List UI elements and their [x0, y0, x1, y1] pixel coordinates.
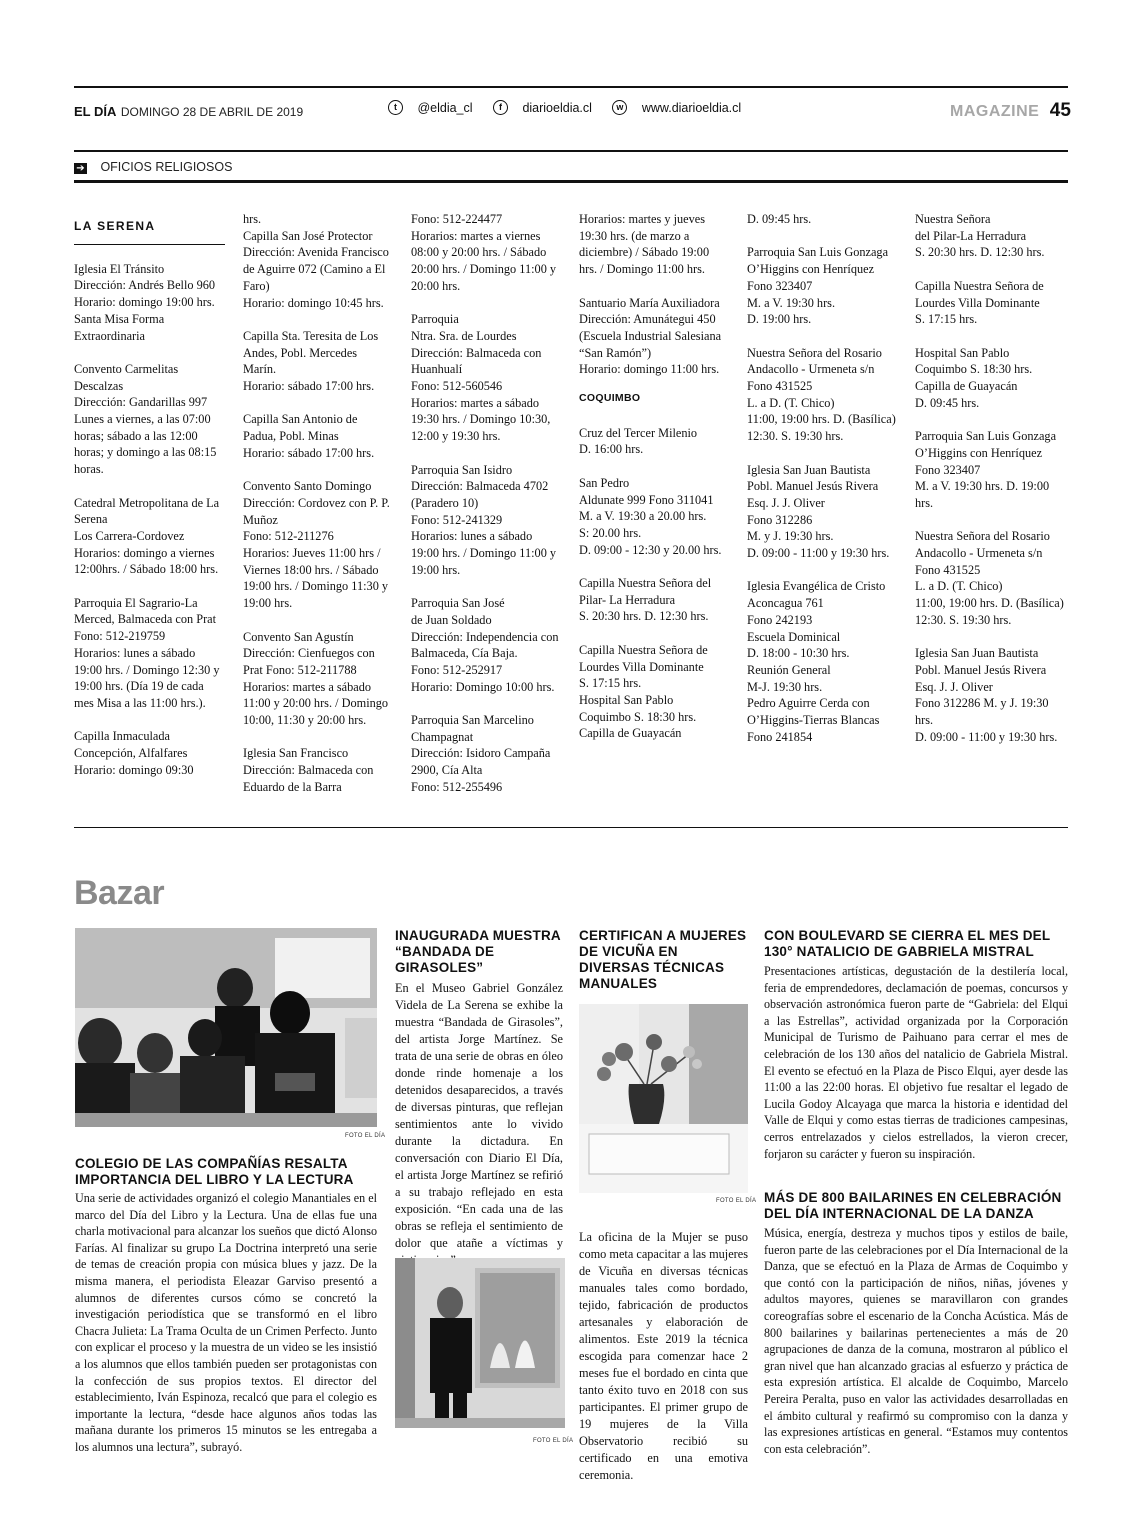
- schedule-entry: Iglesia San Juan Bautista Pobl. Manuel Jesús Rivera Esq. J. J. Oliver Fono 312286 M. y J. 19:30 hrs. D. 09:00 - 11:00 y 19:30 hrs.: [915, 646, 1058, 744]
- masthead: [74, 103, 303, 121]
- schedule-column-1: [74, 218, 225, 778]
- social-bar: [388, 99, 741, 117]
- photo-credit: FOTO EL DÍA: [716, 1198, 757, 1204]
- section-bar: [74, 158, 232, 176]
- section-bottom-rule: [74, 180, 1068, 183]
- schedule-entry: Parroquia Ntra. Sra. de Lourdes Dirección: Balmaceda con Huanhualí Fono: 512-560546 Horarios: martes a sábado 19:30 hrs. / Domingo 10:30, 12:00 y 19:30 hrs.: [411, 312, 551, 444]
- entry-list: [74, 261, 225, 779]
- schedule-entry: Nuestra Señora del Pilar-La Herradura S. 20:30 hrs. D. 12:30 hrs.: [915, 212, 1045, 260]
- article-3-body: La oficina de la Mujer se puso como meta capacitar a las mujeres de Vicuña en diversas técnicas manuales tales como bordado, tejido, fabricación de productos artesanales y elaboración de alimentos. Este 2019 la técnica escogida para comenzar hace 2 meses fue el bordado en cinta que tanto éxito tuvo en 2018 con sus participantes. El primer grupo de 19 mujeres de la Villa Observatorio recibió su certificado en una emotiva ceremonia.: [579, 1230, 748, 1482]
- schedule-entry: Convento San Agustín Dirección: Cienfuegos con Prat Fono: 512-211788 Horarios: martes a sábado 11:00 y 20:00 hrs. / Domingo 10:00, 11:30 y 20:00 hrs.: [243, 629, 389, 728]
- schedule-entry: Capilla Inmaculada Concepción, Alfalfares Horario: domingo 09:30: [74, 729, 194, 777]
- web-icon: w: [612, 100, 627, 115]
- twitter-icon: t: [388, 100, 403, 115]
- schedule-entry: Convento Santo Domingo Dirección: Cordovez con P. P. Muñoz Fono: 512-211276 Horarios: Jueves 11:00 hrs / Viernes 18:00 hrs. / Sábado 19:00 hrs. / Domingo 11:30 y 19:00 hrs.: [243, 479, 390, 611]
- flowers-photo: [579, 1004, 748, 1193]
- schedule-entry: Parroquia El Sagrario-La Merced, Balmaceda con Prat Fono: 512-219759 Horarios: lunes a sábado 19:00 hrs. / Domingo 12:30 y 19:00 hrs. (Día 19 de cada mes Misa a las 11:00 hrs.).: [74, 595, 220, 710]
- article-1-headline: COLEGIO DE LAS COMPAÑÍAS RESALTA IMPORTANCIA DEL LIBRO Y LA LECTURA: [75, 1156, 354, 1187]
- schedule-entry: Capilla Nuestra Señora de Lourdes Villa Dominante S. 17:15 hrs.: [915, 278, 1044, 327]
- schedule-column-4: [579, 211, 730, 742]
- facebook-icon: f: [493, 100, 508, 115]
- schedule-entry: Catedral Metropolitana de La Serena Los Carrera-Cordovez Horarios: domingo a viernes 12:00hrs. / Sábado 18:00 hrs.: [74, 495, 220, 577]
- city-heading: LA SERENA: [74, 218, 225, 245]
- facebook-handle[interactable]: diarioeldia.cl: [522, 101, 592, 115]
- schedule-bottom-rule: [74, 827, 1068, 828]
- schedule-column-5: [747, 211, 899, 745]
- article-2-body: En el Museo Gabriel González Videla de La Serena se exhibe la muestra “Bandada de Girasoles”, del artista Jorge Martínez. Se trata de una serie de obras en óleo donde rinde homenaje a los detenidos desaparecidos, a través de diversas pinturas, que reflejan sentimientos ante lo vivido durante la dictadura. En conversación con Diario El Día, el artista Jorge Martínez se refirió a su trabajo reflejado en esta exposición. “En cada una de las obras se refleja el sentimiento de dolor que atañe a víctimas y: [395, 981, 563, 1250]
- article-5-body: Música, energía, destreza y muchos tipos y estilos de baile, fueron parte de las celebraciones por el Día Internacional de la Danza, que se efectuó en la Plaza de Armas de Coquimbo y que contó con la participación de niños, niñas, jóvenes y adultos mayores, quienes se maravillaron con grandes coreografías sobre el escenario de la Concha Acústica. Más de 800 bailarines y bailarinas pertenecientes a más de 20 agrupaciones de danza de la comuna, mostraron al público el gran nivel que han alcanzado gracias al esfuerzo y práctica de esta expresión artística. El alcalde de Coquimbo, Marcelo Pereira Peralta, puso en valor las actividades desarrolladas en el ámbito cultural y reafirmó su compromiso con la danza y las expresiones artísticas en general. “Estamos muy contentos con esta celebración”.: [764, 1226, 1068, 1456]
- schedule-entry: San Pedro Aldunate 999 Fono 311041 M. a V. 19:30 a 20.00 hrs. S: 20.00 hrs. D. 09:00 - 12:30 y 20.00 hrs.: [579, 475, 722, 557]
- article-2-headline: INAUGURADA MUESTRA “BANDADA DE GIRASOLES”: [395, 928, 561, 975]
- section-top-rule: [74, 150, 1068, 152]
- entry-list: [411, 211, 563, 796]
- schedule-column-2: [243, 211, 393, 796]
- article-5-headline: MÁS DE 800 BAILARINES EN CELEBRACIÓN DEL DÍA INTERNACIONAL DE LA DANZA: [764, 1190, 1062, 1221]
- artist-photo: [395, 1258, 565, 1428]
- schedule-entry: Capilla San Antonio de Padua, Pobl. Minas Horario: sábado 17:00 hrs.: [243, 412, 375, 460]
- article-4-headline: CON BOULEVARD SE CIERRA EL MES DEL 130° NATALICIO DE GABRIELA MISTRAL: [764, 928, 1051, 959]
- schedule-entry: Capilla Nuestra Señora de Lourdes Villa Dominante S. 17:15 hrs. Hospital San Pablo Coquimbo S. 18:30 hrs. Capilla de Guayacán: [579, 642, 708, 741]
- schedule-entry: hrs. Capilla San José Protector Dirección: Avenida Francisco de Aguirre 072 (Camino a El Faro) Horario: domingo 10:45 hrs.: [243, 212, 389, 310]
- entry-list: [243, 211, 393, 796]
- classroom-photo: [75, 928, 377, 1127]
- city-heading: COQUIMBO: [579, 392, 641, 405]
- schedule-entry: Convento Carmelitas Descalzas Dirección: Gandarillas 997 Lunes a viernes, a las 07:00 horas; sábado a las 12:00 horas; y domingo a las 08:15 horas.: [74, 361, 217, 477]
- entry-list: [579, 425, 730, 742]
- section-name: MAGAZINE: [950, 103, 1040, 120]
- photo-credit: FOTO EL DÍA: [345, 1133, 386, 1139]
- schedule-entry: Cruz del Tercer Milenio D. 16:00 hrs.: [579, 425, 698, 457]
- schedule-entry: Nuestra Señora del Rosario Andacollo - Urmeneta s/n Fono 431525 L. a D. (T. Chico) 11:00, 19:00 hrs. D. (Basílica) 12:30. S. 19:30 hrs.: [915, 529, 1064, 627]
- article-4-body: Presentaciones artísticas, degustación de la destilería local, feria de emprendedores, declamación de poemas, concursos y observación astronómica fueron parte de “Gabriela: del Elqui a las Estrellas”, actividad organizada por la Corporación Municipal de Turismo de Paihuano para cerrar el mes de celebración de los 130 años del natalicio de Gabriela Mistral. El evento se efectuó en la Plaza de Pisco Elqui, ayer desde las 11:00 a las 22:00 horas. El objetivo fue resaltar el legado de Lucila Godoy Alcayaga que marca la historia e identidad del Valle de Elqui y como estas tierras de tradiciones campesinas, cerros entrelazados y cielos estrellados, la vieron crecer, forjaron su carácter y fueron su inspiración.: [764, 964, 1068, 1161]
- schedule-entry: Parroquia San José de Juan Soldado Dirección: Independencia con Balmaceda, Cía Baja. Fono: 512-252917 Horario: Domingo 10:00 hrs.: [411, 596, 559, 694]
- entry-list: [747, 211, 899, 745]
- schedule-entry: Capilla Nuestra Señora del Pilar- La Herradura S. 20:30 hrs. D. 12:30 hrs.: [579, 576, 712, 624]
- arrow-icon: ➔: [74, 163, 87, 174]
- schedule-entry: Horarios: martes y jueves 19:30 hrs. (de marzo a diciembre) / Sábado 19:00 hrs. / Domingo 11:00 hrs.: [579, 212, 710, 277]
- schedule-entry: Parroquia San Isidro Dirección: Balmaceda 4702 (Paradero 10) Fono: 512-241329 Horarios: lunes a sábado 19:00 hrs. / Domingo 11:00 y 19:00 hrs.: [411, 462, 557, 577]
- issue-date: DOMINGO 28 DE ABRIL DE 2019: [120, 105, 304, 119]
- schedule-entry: Fono: 512-224477 Horarios: martes a viernes 08:00 y 20:00 hrs. / Sábado 20:00 hrs. / Domingo 11:00 y 20:00 hrs.: [411, 212, 557, 293]
- top-rule: [74, 86, 1068, 88]
- schedule-entry: Parroquia San Luis Gonzaga O’Higgins con Henríquez Fono 323407 M. a V. 19:30 hrs. D. 19:00 hrs.: [747, 245, 889, 327]
- section-title: OFICIOS RELIGIOSOS: [100, 160, 233, 174]
- page-number: 45: [1049, 100, 1071, 121]
- bazar-title: Bazar: [74, 874, 165, 912]
- schedule-entry: Iglesia Evangélica de Cristo Aconcagua 761 Fono 242193 Escuela Dominical D. 18:00 - 10:30 hrs. Reunión General M-J. 19:30 hrs. Pedro Aguirre Cerda con O’Higgins-Tierras Blancas Fono 241854: [747, 579, 886, 744]
- schedule-entry: Parroquia San Marcelino Champagnat Dirección: Isidoro Campaña 2900, Cía Alta Fono: 512-255496: [411, 713, 551, 794]
- schedule-entry: Nuestra Señora del Rosario Andacollo - Urmeneta s/n Fono 431525 L. a D. (T. Chico) 11:00, 19:00 hrs. D. (Basílica) 12:30. S. 19:30 hrs.: [747, 345, 896, 444]
- photo-credit: FOTO EL DÍA: [533, 1438, 574, 1444]
- schedule-entry: Iglesia San Juan Bautista Pobl. Manuel Jesús Rivera Esq. J. J. Oliver Fono 312286 M. y J. 19:30 hrs. D. 09:00 - 11:00 y 19:30 hrs.: [747, 462, 890, 561]
- schedule-column-6: [915, 211, 1068, 745]
- schedule-entry: Capilla Sta. Teresita de Los Andes, Pobl. Mercedes Marín. Horario: sábado 17:00 hrs.: [243, 328, 379, 394]
- schedule-entry: Parroquia San Luis Gonzaga O’Higgins con Henríquez Fono 323407 M. a V. 19:30 hrs. D. 19:00 hrs.: [915, 429, 1057, 510]
- website-link[interactable]: www.diarioeldia.cl: [641, 101, 742, 115]
- brand-name: EL DÍA: [74, 104, 117, 119]
- schedule-entry: Santuario María Auxiliadora Dirección: Amunátegui 450 (Escuela Industrial Salesiana “San Ramón”) Horario: domingo 11:00 hrs.: [579, 295, 722, 377]
- schedule-entry: Iglesia El Tránsito Dirección: Andrés Bello 960 Horario: domingo 19:00 hrs. Santa Misa Forma Extraordinaria: [74, 261, 216, 343]
- article-1-body: Una serie de actividades organizó el colegio Manantiales en el marco del Día del Libro y la Lectura. Una de ellas fue una charla motivacional para alcanzar los sueños que dictó Alonso Farías. Al finalizar su grupo La Doctrina interpretó una serie de temas de creación propia con música blues y jazz. De la misma manera, el periodista Eleazar Garviso presentó a alumnos de diferentes cursos cómo se concretó la investigación periodística que se transformó en el libro Chacra Julieta: La Trama Oculta de un Crimen Perfecto. Junto con explicar el proceso y la muestra de un video se les insistió a los alumnos que ellos también pueden ser protagonistas con la confección de sus propios textos. El director del establecimiento, Iván Espinoza, recalcó que para el colegio es importante la lectura, “desde hace algunos años todas las mañana durante los primeros 15 minutos se les entregaba a los alumnos una lectura”, subrayó.: [75, 1191, 377, 1454]
- entry-list: [915, 211, 1068, 745]
- schedule-entry: Iglesia San Francisco Dirección: Balmaceda con Eduardo de la Barra: [243, 746, 374, 794]
- twitter-handle[interactable]: @eldia_cl: [417, 101, 473, 115]
- article-3-headline: CERTIFICAN A MUJERES DE VICUÑA EN DIVERSAS TÉCNICAS MANUALES: [579, 928, 747, 991]
- section-label: [950, 100, 1071, 122]
- entry-list: [579, 211, 730, 378]
- schedule-entry: Hospital San Pablo Coquimbo S. 18:30 hrs. Capilla de Guayacán D. 09:45 hrs.: [915, 345, 1033, 410]
- schedule-entry: D. 09:45 hrs.: [747, 212, 812, 226]
- schedule-column-3: [411, 211, 563, 796]
